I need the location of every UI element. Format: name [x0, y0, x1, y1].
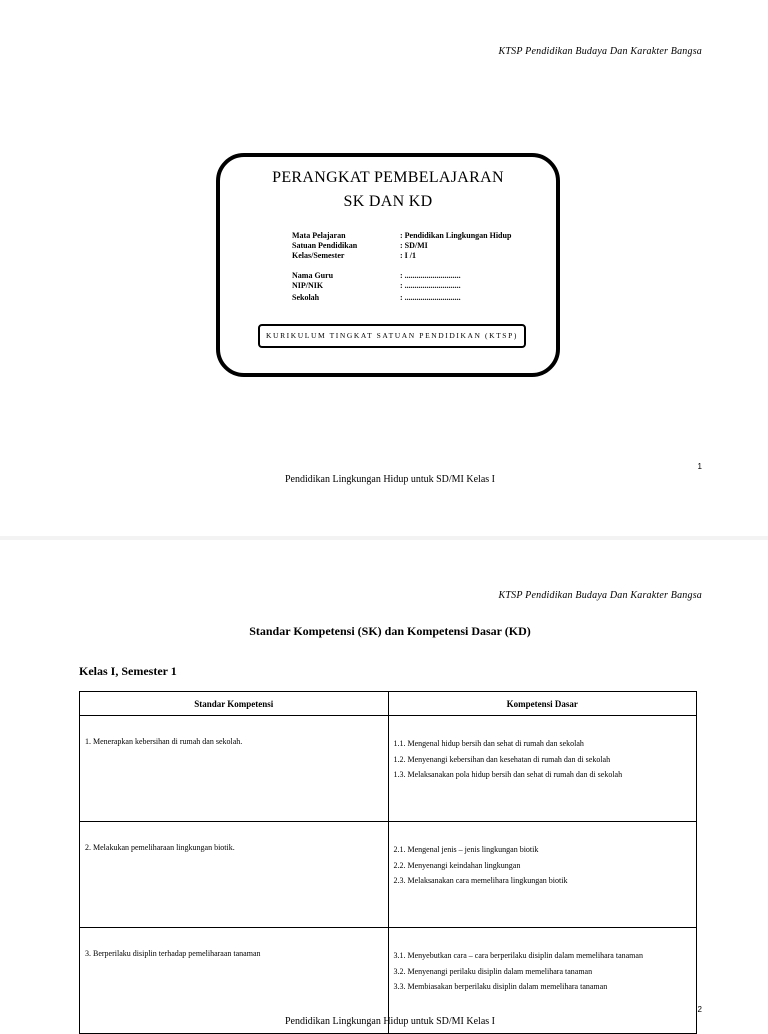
table-header-row [80, 692, 697, 716]
field-value: : ............................ [400, 293, 461, 302]
document-page-2 [0, 540, 768, 1027]
kd-item: 3.2. Menyenangi perilaku disiplin dalam memelihara tanaman [393, 966, 593, 976]
kd-item: 1.2. Menyenangi kebersihan dan kesehatan di rumah dan di sekolah [393, 754, 611, 764]
page-number: 1 [697, 462, 702, 471]
section-title: Kelas I, Semester 1 [79, 664, 177, 678]
competency-table [79, 691, 697, 1034]
table-row [80, 716, 697, 822]
kd-item: 1.1. Mengenal hidup bersih dan sehat di rumah dan sekolah [393, 739, 584, 748]
field-value: : ............................ [400, 271, 461, 280]
kd-item: 2.2. Menyenangi keindahan lingkungan [393, 860, 521, 870]
field-value: : Pendidikan Lingkungan Hidup [400, 231, 512, 240]
field-value: : I /1 [400, 251, 416, 260]
field-label: Kelas/Semester [292, 251, 345, 260]
kd-item: 2.1. Mengenal jenis – jenis lingkungan biotik [393, 845, 539, 854]
table-row [80, 822, 697, 928]
header-standar-kompetensi: Standar Kompetensi [80, 692, 389, 716]
kd-item: 3.1. Menyebutkan cara – cara berperilaku disiplin dalam memelihara tanaman [393, 951, 643, 960]
header-kompetensi-dasar: Kompetensi Dasar [388, 692, 697, 716]
cover-box [216, 153, 560, 377]
page-footer: Pendidikan Lingkungan Hidup untuk SD/MI Kelas I [285, 474, 495, 485]
field-label: Nama Guru [292, 271, 334, 280]
page-number: 2 [697, 1005, 702, 1014]
document-title: Standar Kompetensi (SK) dan Kompetensi Dasar (KD) [249, 624, 531, 638]
sk-cell [80, 822, 389, 928]
page-footer: Pendidikan Lingkungan Hidup untuk SD/MI Kelas I [285, 1016, 495, 1027]
kd-item: 3.3. Membiasakan berperilaku disiplin dalam memelihara tanaman [393, 982, 608, 991]
kd-item: 1.3. Melaksanakan pola hidup bersih dan sehat di rumah dan di sekolah [393, 770, 623, 779]
sk-text: 3. Berperilaku disiplin terhadap pemeliharaan tanaman [85, 949, 261, 958]
field-label: Satuan Pendidikan [292, 241, 358, 250]
sk-text: 2. Melakukan pemeliharaan lingkungan biotik. [85, 843, 235, 852]
kd-cell [388, 822, 697, 928]
running-header: KTSP Pendidikan Budaya Dan Karakter Bangsa [498, 46, 702, 57]
running-header: KTSP Pendidikan Budaya Dan Karakter Bangsa [498, 590, 702, 601]
kd-cell [388, 716, 697, 822]
field-value: : SD/MI [400, 241, 428, 250]
ktsp-label-box: KURIKULUM TINGKAT SATUAN PENDIDIKAN (KTSP) [258, 324, 526, 348]
kd-item: 2.3. Melaksanakan cara memelihara lingkungan biotik [393, 876, 568, 885]
field-label: NIP/NIK [292, 281, 324, 290]
sk-text: 1. Menerapkan kebersihan di rumah dan sekolah. [85, 737, 243, 746]
field-label: Sekolah [292, 293, 320, 302]
cover-title-line-1: PERANGKAT PEMBELAJARAN [272, 169, 504, 186]
field-label: Mata Pelajaran [292, 231, 346, 240]
cover-title-line-2: SK DAN KD [343, 193, 433, 210]
sk-cell [80, 716, 389, 822]
field-value: : ............................ [400, 281, 461, 290]
